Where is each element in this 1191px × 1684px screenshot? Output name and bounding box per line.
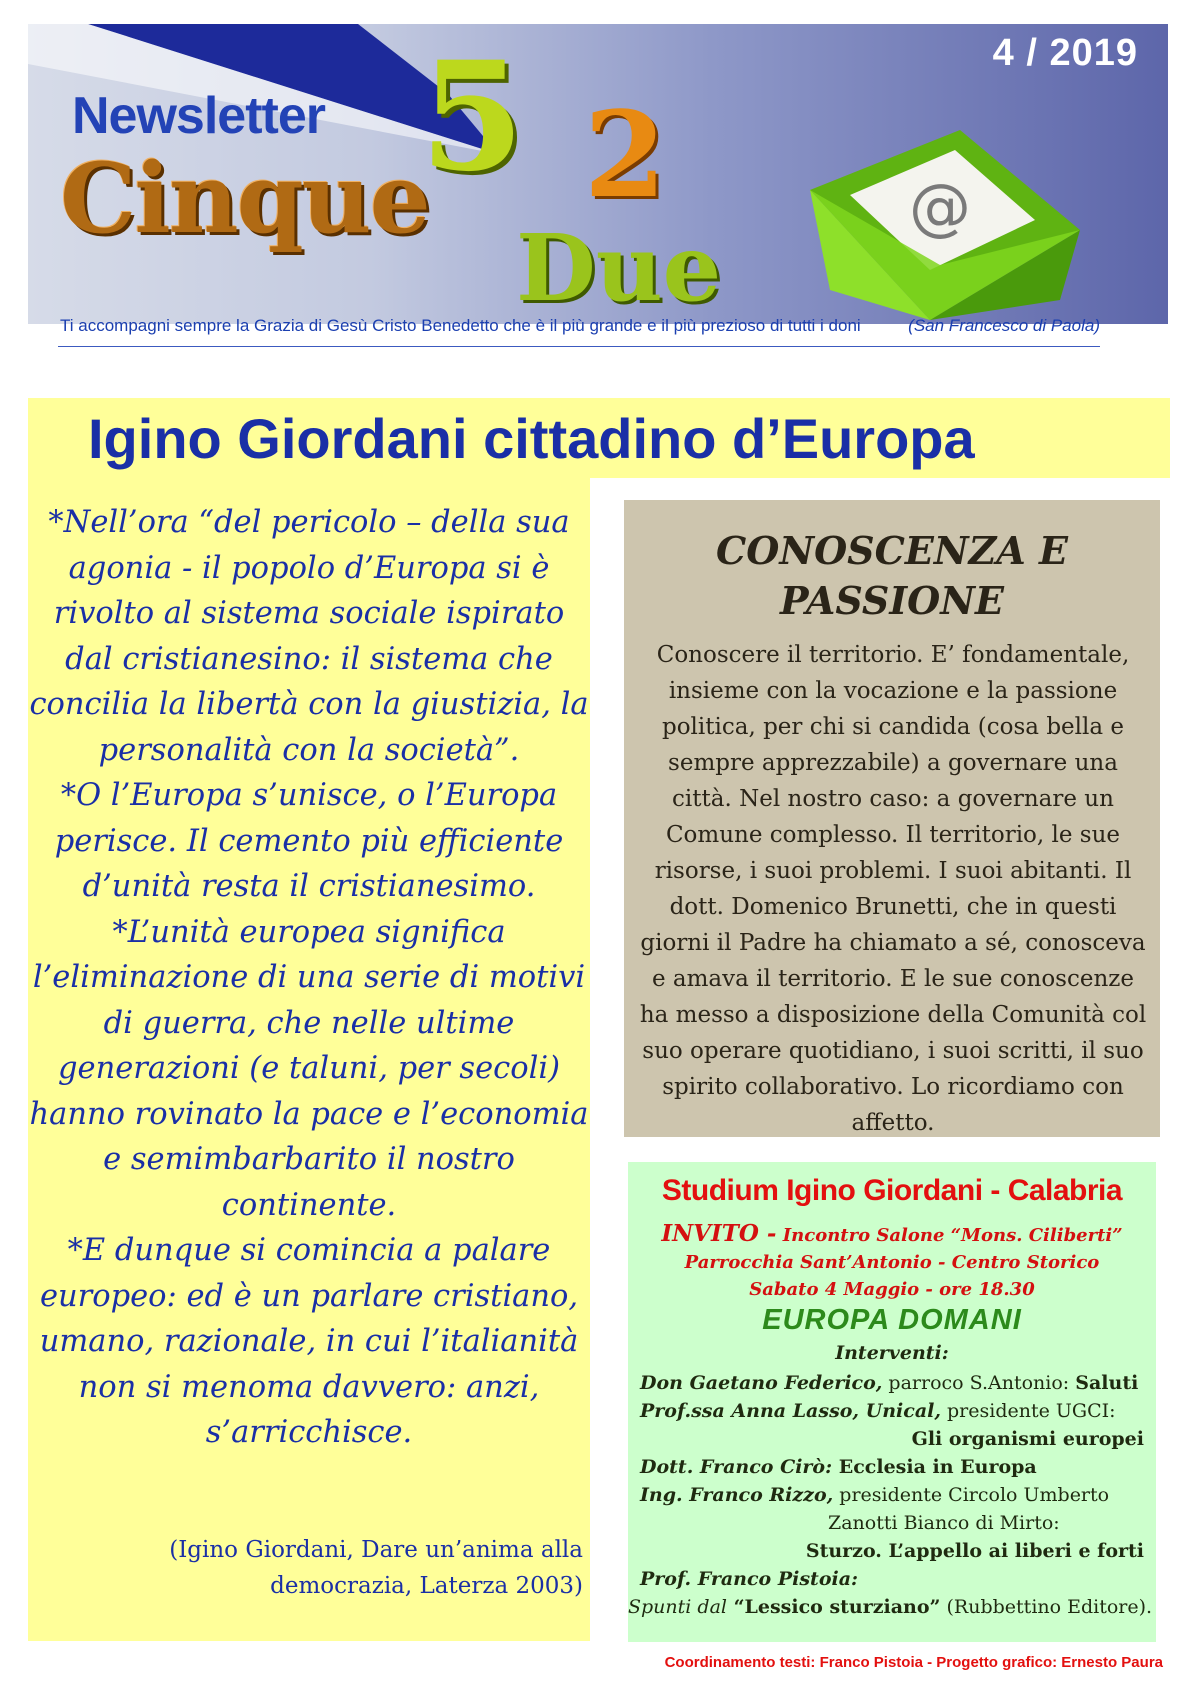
conoscenza-title xyxy=(624,526,1160,626)
speaker-name: Prof. Franco Pistoia: xyxy=(640,1568,859,1590)
motto-line xyxy=(60,316,1100,336)
footer-credits: Coordinamento testi: Franco Pistoia - Progetto grafico: Ernesto Paura xyxy=(664,1654,1163,1671)
speaker-role: presidente UGCI: xyxy=(940,1400,1116,1422)
speaker-name: Prof.ssa Anna Lasso, Unical, xyxy=(640,1400,941,1422)
quote-citation: (Igino Giordani, Dare un’anima alla democrazia, Laterza 2003) xyxy=(169,1537,583,1599)
speaker-role: parroco S.Antonio: xyxy=(882,1372,1076,1394)
quote-paragraph: *L’unità europea significa l’eliminazione di una serie di motivi di guerra, che nelle ultime generazioni (e taluni, per secoli) hanno rovinato la pace e l’economia e semimbarbarito il nostro continente. xyxy=(29,914,589,1223)
speaker-topic: Saluti xyxy=(1075,1372,1139,1394)
issue-number: 4 / 2019 xyxy=(992,32,1138,74)
speaker-line xyxy=(640,1400,1116,1422)
speaker-line xyxy=(640,1456,1037,1478)
quote-text xyxy=(28,500,590,1456)
speaker-role: presidente Circolo Umberto xyxy=(833,1484,1110,1506)
invitation-venue-line xyxy=(628,1220,1156,1249)
quote-paragraph: *E dunque si comincia a palare europeo: ed è un parlare cristiano, umano, razionale, in cui l’italianità non si menoma davvero: anzi, s’arricchisce. xyxy=(39,1233,579,1450)
motto-divider xyxy=(58,346,1100,347)
logo-cinque-word: Cinque xyxy=(60,142,429,255)
speaker-name: Dott. Franco Cirò: xyxy=(640,1456,833,1478)
conoscenza-title-line: CONOSCENZA E xyxy=(716,528,1068,573)
speaker-topic: Gli organismi europei xyxy=(911,1428,1144,1450)
speaker-line xyxy=(640,1568,858,1590)
invitation-invito: INVITO - xyxy=(661,1220,777,1247)
title-band xyxy=(28,398,1170,478)
logo-newsletter-word: Newsletter xyxy=(72,87,325,145)
envelope-at-symbol: @ xyxy=(909,170,971,243)
invitation-box xyxy=(628,1162,1156,1642)
speaker-topic: Sturzo. L’appello ai liberi e forti xyxy=(805,1540,1144,1562)
conoscenza-title-line: PASSIONE xyxy=(780,578,1004,623)
header-banner xyxy=(28,24,1168,324)
conoscenza-body: Conoscere il territorio. E’ fondamentale, insieme con la vocazione e la passione politica, per chi si candida (cosa bella e sempre apprezzabile) a governare una città. Nel nostro caso: a governare un Comune complesso. Il territorio, le sue risorse, i suoi problemi. I suoi abitanti. Il dott. Domenico Brunetti, che in questi giorni il Padre ha chiamato a sé, conosceva e amava il territorio. E le sue conoscenze ha messo a disposizione della Comunità col suo operare quotidiano, i suoi scritti, il suo spirito collaborativo. Lo ricordiamo con affetto. xyxy=(639,642,1147,1136)
quote-paragraph: *O l’Europa s’unisce, o l’Europa perisce. Il cemento più efficiente d’unità resta il cristianesimo. xyxy=(54,778,564,904)
invitation-speakers-label: Interventi: xyxy=(835,1342,949,1364)
speaker-name: Ing. Franco Rizzo, xyxy=(640,1484,834,1506)
quote-paragraph: *Nell’ora “del pericolo – della sua agonia - il popolo d’Europa si è rivolto al sistema sociale ispirato dal cristianesino: il sistema che concilia la libertà con la giustizia, la personalità con la società”. xyxy=(29,505,589,768)
conoscenza-box xyxy=(624,500,1160,1137)
speaker-spunti: Spunti dal xyxy=(628,1596,727,1618)
speaker-publisher: (Rubbettino Editore). xyxy=(940,1596,1153,1618)
logo-numeral-two: 2 xyxy=(584,85,667,224)
speaker-topic: “Lessico sturziano” xyxy=(726,1596,941,1618)
speaker-topic: Ecclesia in Europa xyxy=(832,1456,1037,1478)
invitation-venue: Incontro Salone “Mons. Ciliberti” xyxy=(776,1225,1123,1246)
speaker-line xyxy=(912,1428,1144,1450)
invitation-event-title: EUROPA DOMANI xyxy=(762,1304,1022,1336)
logo-due-word: Due xyxy=(516,214,722,322)
invitation-details xyxy=(628,1220,1156,1303)
email-envelope-icon xyxy=(790,120,1090,324)
speaker-line xyxy=(806,1540,1144,1562)
speaker-line xyxy=(640,1372,1138,1394)
logo-numeral-five: 5 xyxy=(420,29,525,205)
invitation-heading: Studium Igino Giordani - Calabria xyxy=(661,1174,1123,1207)
quote-column xyxy=(28,478,590,1641)
invitation-place: Parrocchia Sant’Antonio - Centro Storico xyxy=(684,1252,1100,1273)
article-title: Igino Giordani cittadino d’Europa xyxy=(88,407,975,470)
invitation-date: Sabato 4 Maggio - ore 18.30 xyxy=(749,1279,1035,1300)
motto-text: Ti accompagni sempre la Grazia di Gesù Cristo Benedetto che è il più grande e il più prezioso di tutti i doni xyxy=(60,316,861,335)
speaker-line xyxy=(640,1484,1109,1506)
speaker-line xyxy=(828,1512,1060,1534)
speaker-name: Don Gaetano Federico, xyxy=(640,1372,883,1394)
speaker-line xyxy=(628,1596,1152,1618)
speaker-role: Zanotti Bianco di Mirto: xyxy=(828,1512,1060,1534)
motto-author: (San Francesco di Paola) xyxy=(908,316,1100,335)
